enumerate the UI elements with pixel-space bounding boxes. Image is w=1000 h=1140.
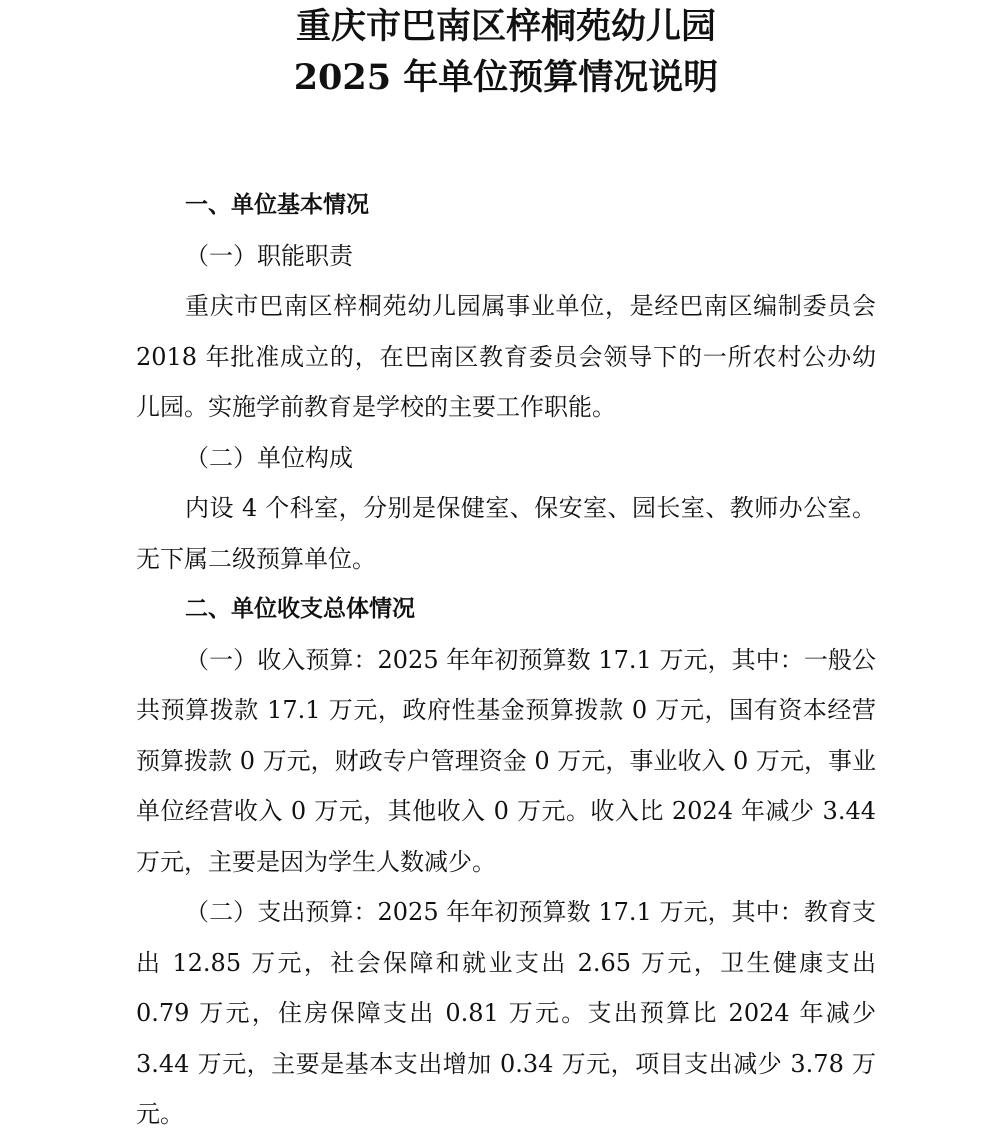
document-title-line-2: 2025 年单位预算情况说明 — [293, 57, 719, 98]
expense-budget-text: 2025 年年初预算数 17.1 万元，其中：教育支出 12.85 万元，社会保障和就业支出 2.65 万元，卫生健康支出 0.79 万元，住房保障支出 0.81 万元。支出预算比 2024 年减少 3.44 万元，主要是基本支出增加 0.34 万元，项目支出减少 3.78 万元。 — [136, 898, 877, 1128]
income-budget-lead: （一）收入预算： — [185, 645, 378, 674]
expense-budget-paragraph — [136, 887, 876, 1140]
section-2-heading: 二、单位收支总体情况 — [185, 596, 415, 622]
section-1-sub-2-heading: （二）单位构成 — [185, 443, 353, 472]
income-budget-text: 2025 年年初预算数 17.1 万元，其中：一般公共预算拨款 17.1 万元，政府性基金预算拨款 0 万元，国有资本经营预算拨款 0 万元，财政专户管理资金 0 万元，事业收入 0 万元，事业单位经营收入 0 万元，其他收入 0 万元。收入比 2024 年减少 3.44 万元，主要是因为学生人数减少。 — [136, 645, 877, 876]
section-1-sub-1-text: 重庆市巴南区梓桐苑幼儿园属事业单位，是经巴南区编制委员会 2018 年批准成立的，在巴南区教育委员会领导下的一所农村公办幼儿园。实施学前教育是学校的主要工作职能。 — [136, 292, 876, 421]
section-1-sub-1-heading: （一）职能职责 — [185, 241, 353, 270]
document-body — [136, 180, 876, 1140]
expense-budget-lead: （二）支出预算： — [185, 898, 378, 926]
section-1-heading: 一、单位基本情况 — [185, 192, 369, 218]
income-budget-paragraph — [136, 635, 876, 888]
section-1-sub-2-text: 内设 4 个科室，分别是保健室、保安室、园长室、教师办公室。无下属二级预算单位。 — [136, 494, 876, 573]
document-title-line-1: 重庆市巴南区梓桐苑幼儿园 — [295, 6, 716, 47]
